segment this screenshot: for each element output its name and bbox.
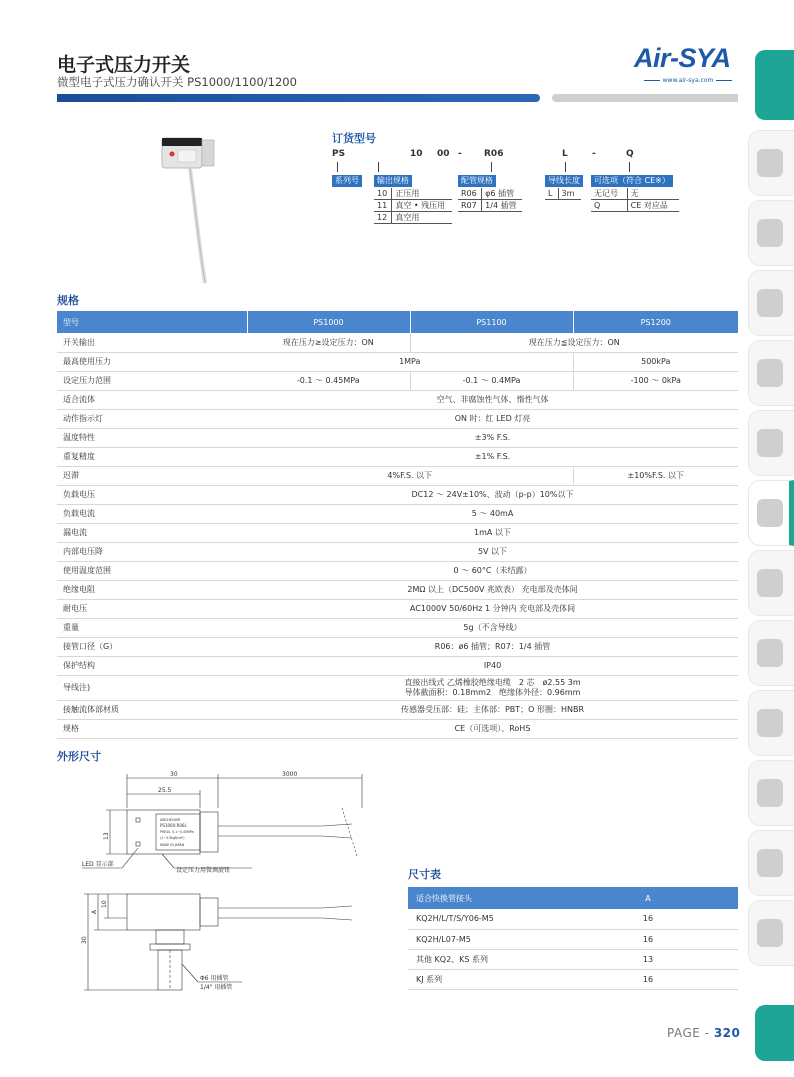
category-tab-filter[interactable] — [748, 130, 794, 196]
spec-value-line: 导体截面积：0.18mm2 绝缘体外径：0.96mm — [404, 687, 581, 697]
fitting-icon — [757, 779, 783, 807]
lead-code: L — [545, 188, 558, 200]
spec-label: 设定压力范围 — [57, 371, 247, 390]
category-tab-cylinder[interactable] — [748, 340, 794, 406]
spec-value: ±3% F.S. — [247, 428, 738, 447]
cylinder-icon — [757, 359, 783, 387]
spec-label: 保护结构 — [57, 656, 247, 675]
spec-value: 5 ～ 40mA — [247, 504, 738, 523]
list-item — [374, 200, 452, 212]
product-photo — [150, 128, 250, 288]
table-row — [57, 618, 738, 637]
spec-label: 负载电流 — [57, 504, 247, 523]
spec-value: 0 ～ 60°C（未结露） — [247, 561, 738, 580]
table-row — [57, 485, 738, 504]
knob-label: 设定压力用微调旋钮 — [176, 867, 231, 874]
list-item — [458, 188, 522, 200]
category-tab-valve[interactable] — [748, 270, 794, 336]
option-code: 无记号 — [591, 188, 627, 200]
category-tab-silencer[interactable] — [748, 830, 794, 896]
table-row — [408, 969, 738, 989]
actuator-icon — [757, 639, 783, 667]
page-title: 电子式压力开关 — [57, 54, 191, 76]
code-output-suffix: 00 — [437, 149, 450, 159]
table-row — [57, 447, 738, 466]
option-code: Q — [591, 200, 627, 212]
silencer-icon — [757, 849, 783, 877]
spec-head-model: PS1100 — [410, 311, 573, 333]
dim-10-label: 10 — [101, 900, 108, 908]
dimension-title: 外形尺寸 — [57, 750, 101, 763]
filter-icon — [757, 149, 783, 177]
category-tab-gun[interactable] — [748, 410, 794, 476]
size-head-fitting: 适合快换管接头 — [408, 887, 558, 909]
output-code: 12 — [374, 212, 392, 224]
spec-label: 接触流体部材质 — [57, 700, 247, 719]
led-label: LED 显示部 — [82, 861, 114, 868]
table-row — [57, 504, 738, 523]
dim-13-label: 13 — [103, 832, 110, 840]
output-code: 10 — [374, 188, 392, 200]
table-row — [57, 599, 738, 618]
table-row — [57, 719, 738, 738]
pipe-code: R07 — [458, 200, 482, 212]
category-tab-regulator[interactable] — [748, 200, 794, 266]
table-row — [57, 561, 738, 580]
spec-label: 重复精度 — [57, 447, 247, 466]
body-text: (1~4.5kgf/cm²) — [160, 836, 185, 840]
size-a-value: 16 — [558, 969, 738, 989]
spec-title: 规格 — [57, 294, 79, 307]
spec-value-line: 直接出线式 乙烯橡胶绝缘电缆 2 芯 ø2.55 3m — [404, 677, 581, 687]
category-tab-switch[interactable] — [748, 480, 794, 546]
dim-a-label: A — [91, 909, 98, 914]
spec-value: 现在压力≥设定压力：ON — [247, 333, 410, 352]
category-tab-fitting[interactable] — [748, 760, 794, 826]
spec-value: 1MPa — [247, 352, 573, 371]
spec-label: 迟滞 — [57, 466, 247, 485]
spec-value: 2MΩ 以上（DC500V 兆欧表） 充电部及壳体间 — [247, 580, 738, 599]
table-row — [408, 949, 738, 969]
solenoid-icon — [757, 569, 783, 597]
spec-head-model: PS1200 — [573, 311, 738, 333]
order-code-title: 订货型号 — [332, 132, 376, 145]
code-lead: L — [562, 149, 568, 159]
pipe-label-1: Φ6 用插管 — [200, 975, 229, 982]
code-tick — [565, 162, 566, 172]
spec-table — [57, 311, 738, 739]
series-head: 系列号 — [332, 175, 362, 187]
list-item — [458, 200, 522, 212]
header-bar-blue — [57, 94, 540, 102]
size-fitting: 其他 KQ2、KS 系列 — [408, 949, 558, 969]
list-item — [374, 212, 452, 224]
accessory-icon — [757, 919, 783, 947]
spec-value — [247, 675, 738, 700]
output-code: 11 — [374, 200, 392, 212]
option-desc: 无 — [627, 188, 679, 200]
table-row — [57, 390, 738, 409]
dim-25-label: 25.5 — [158, 787, 172, 794]
spec-value: AC1000V 50/60Hz 1 分钟内 充电部及壳体间 — [247, 599, 738, 618]
category-tab-manifold[interactable] — [748, 690, 794, 756]
spec-value: 传感器受压部：硅；主体部：PBT；O 形圈：HNBR — [247, 700, 738, 719]
spec-label: 耐电压 — [57, 599, 247, 618]
spec-value: ±10%F.S. 以下 — [573, 466, 738, 485]
dim-30-height-label: 30 — [81, 936, 88, 944]
list-item — [374, 188, 452, 200]
page-number-value: 320 — [713, 1026, 741, 1040]
size-table-title: 尺寸表 — [408, 868, 441, 881]
pipe-desc: 1/4 插管 — [482, 200, 522, 212]
category-tabs — [748, 130, 794, 970]
option-head: 可选项（符合 CE※） — [591, 175, 673, 187]
size-fitting: KJ 系列 — [408, 969, 558, 989]
spec-label: 最高使用压力 — [57, 352, 247, 371]
spec-value: -0.1 ～ 0.45MPa — [247, 371, 410, 390]
body-text: MADE IN JAPAN — [160, 843, 185, 847]
spec-value: 空气、非腐蚀性气体、惰性气体 — [247, 390, 738, 409]
code-dash-2: - — [592, 149, 596, 159]
spec-value: 现在压力≦设定压力：ON — [410, 333, 738, 352]
code-pipe: R06 — [484, 149, 504, 159]
table-row — [57, 352, 738, 371]
category-tab-solenoid[interactable] — [748, 550, 794, 616]
pipe-code: R06 — [458, 188, 482, 200]
gun-icon — [757, 429, 783, 457]
dim-3000-label: 3000 — [282, 771, 298, 778]
lead-table — [545, 188, 581, 200]
table-row — [57, 409, 738, 428]
dim-30-label: 30 — [170, 771, 178, 778]
pipe-desc: φ6 插管 — [482, 188, 522, 200]
code-tick — [629, 162, 630, 172]
spec-label: 漏电流 — [57, 523, 247, 542]
size-fitting: KQ2H/L/T/S/Y06-M5 — [408, 909, 558, 929]
dimension-drawing — [72, 768, 372, 1008]
code-option: Q — [626, 149, 634, 159]
spec-label: 规格 — [57, 719, 247, 738]
output-desc: 真空用 — [392, 212, 452, 224]
category-tab-actuator[interactable] — [748, 620, 794, 686]
spec-label: 绝缘电阻 — [57, 580, 247, 599]
spec-value: IP40 — [247, 656, 738, 675]
logo-url: www.air-sya.com — [638, 77, 738, 84]
spec-value: 4%F.S. 以下 — [247, 466, 573, 485]
spec-label: 适合流体 — [57, 390, 247, 409]
body-text: AIRCHECKER — [160, 818, 181, 822]
table-row — [57, 428, 738, 447]
size-a-value: 13 — [558, 949, 738, 969]
spec-value: ±1% F.S. — [247, 447, 738, 466]
list-item — [545, 188, 581, 200]
category-tab-accessory[interactable] — [748, 900, 794, 966]
output-table — [374, 188, 452, 224]
spec-value: 5V 以下 — [247, 542, 738, 561]
code-tick — [337, 162, 338, 172]
output-desc: 正压用 — [392, 188, 452, 200]
option-desc: CE 对应品 — [627, 200, 679, 212]
spec-header-row — [57, 311, 738, 333]
spec-label: 负载电压 — [57, 485, 247, 504]
spec-value: -0.1 ～ 0.4MPa — [410, 371, 573, 390]
size-head-a: A — [558, 887, 738, 909]
code-tick — [378, 162, 379, 172]
spec-value: 1mA 以下 — [247, 523, 738, 542]
page-subtitle: 微型电子式压力确认开关 PS1000/1100/1200 — [57, 75, 297, 89]
table-row — [57, 371, 738, 390]
category-tab-bottom[interactable] — [755, 1005, 794, 1061]
spec-label: 开关输出 — [57, 333, 247, 352]
spec-label: 重量 — [57, 618, 247, 637]
spec-value: DC12 ～ 24V±10%、波动（p-p）10%以下 — [247, 485, 738, 504]
spec-label: 温度特性 — [57, 428, 247, 447]
brand-logo — [634, 43, 744, 89]
spec-value: CE（可选项）、RoHS — [247, 719, 738, 738]
list-item — [591, 200, 679, 212]
spec-label: 内部电压降 — [57, 542, 247, 561]
table-row — [57, 580, 738, 599]
lead-desc: 3m — [558, 188, 581, 200]
category-tab-top[interactable] — [755, 50, 794, 120]
table-row — [57, 542, 738, 561]
table-row — [57, 523, 738, 542]
pipe-table — [458, 188, 522, 212]
logo-text: Air-SYA — [634, 43, 731, 73]
size-table — [408, 887, 738, 990]
table-row — [57, 656, 738, 675]
table-row — [408, 909, 738, 929]
spec-value: 500kPa — [573, 352, 738, 371]
spec-head-label: 型号 — [57, 311, 247, 333]
size-fitting: KQ2H/L07-M5 — [408, 929, 558, 949]
code-series: PS — [332, 149, 346, 159]
spec-head-model: PS1000 — [247, 311, 410, 333]
size-a-value: 16 — [558, 909, 738, 929]
lead-head: 导线长度 — [545, 175, 583, 187]
valve-icon — [757, 289, 783, 317]
page-prefix: PAGE - — [667, 1026, 714, 1040]
spec-label: 导线注) — [57, 675, 247, 700]
output-desc: 真空 • 残压用 — [392, 200, 452, 212]
table-row — [57, 466, 738, 485]
size-header-row — [408, 887, 738, 909]
table-row — [57, 700, 738, 719]
regulator-icon — [757, 219, 783, 247]
pipe-label-2: 1/4" 用插管 — [200, 984, 233, 991]
spec-label: 使用温度范围 — [57, 561, 247, 580]
spec-label: 接管口径（G） — [57, 637, 247, 656]
table-row — [57, 333, 738, 352]
option-table — [591, 188, 679, 212]
spec-value: R06：ø6 插管；R07：1/4 插管 — [247, 637, 738, 656]
output-head: 输出规格 — [374, 175, 412, 187]
body-text: PRESS. 0.1~0.45MPa — [160, 830, 194, 834]
switch-icon — [757, 499, 783, 527]
page-number — [667, 1026, 740, 1040]
table-row — [57, 675, 738, 700]
manifold-icon — [757, 709, 783, 737]
code-tick — [491, 162, 492, 172]
spec-label: 动作指示灯 — [57, 409, 247, 428]
list-item — [591, 188, 679, 200]
size-a-value: 16 — [558, 929, 738, 949]
table-row — [408, 929, 738, 949]
table-row — [57, 637, 738, 656]
spec-value: ON 时：红 LED 灯亮 — [247, 409, 738, 428]
code-output: 10 — [410, 149, 423, 159]
body-text: PS1000-R06L — [160, 823, 187, 828]
spec-value: -100 ～ 0kPa — [573, 371, 738, 390]
code-dash-1: - — [458, 149, 462, 159]
header-bar-gray — [552, 94, 738, 102]
pipe-head: 配管规格 — [458, 175, 496, 187]
spec-value: 5g（不含导线） — [247, 618, 738, 637]
